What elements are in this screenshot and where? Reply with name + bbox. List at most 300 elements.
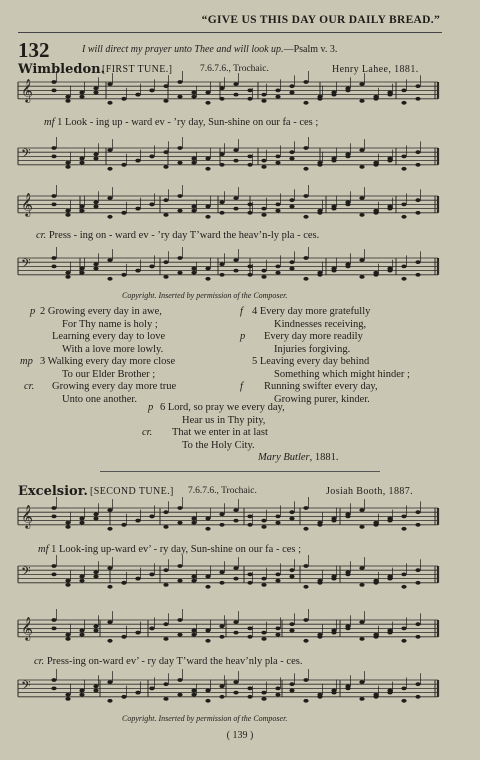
note-head (121, 695, 126, 699)
note-head (359, 148, 364, 152)
note-head (65, 637, 70, 641)
note-head (93, 629, 98, 633)
note-head (247, 627, 252, 631)
note-head (219, 262, 224, 266)
note-head (261, 525, 266, 529)
note-head (51, 155, 56, 159)
note-head (191, 91, 196, 95)
note-head (303, 256, 308, 260)
note-head (233, 508, 238, 512)
note-head (107, 620, 112, 624)
note-head (65, 583, 70, 587)
note-head (373, 521, 378, 525)
note-head (205, 215, 210, 219)
note-head (261, 697, 266, 701)
note-head (289, 205, 294, 209)
verse2-line1: 2 Growing every day in awe, (40, 306, 162, 317)
note-head (289, 689, 294, 693)
note-head (401, 639, 406, 643)
note-head (107, 699, 112, 703)
note-head (401, 627, 406, 631)
note-head (303, 678, 308, 682)
note-head (79, 95, 84, 99)
note-head (65, 525, 70, 529)
note-head (177, 161, 182, 165)
tune2-name: Excelsior. (18, 484, 88, 499)
note-head (65, 209, 70, 213)
note-head (401, 89, 406, 93)
note-head (79, 205, 84, 209)
note-head (79, 629, 84, 633)
note-head (191, 157, 196, 161)
note-head (345, 687, 350, 691)
note-head (359, 680, 364, 684)
note-head (317, 273, 322, 277)
note-head (275, 95, 280, 99)
note-head (415, 510, 420, 514)
note-head (289, 682, 294, 686)
note-head (177, 209, 182, 213)
note-head (289, 91, 294, 95)
verse3-line4: Unto one another. (62, 393, 137, 405)
verse4-line3: Every day more readily (264, 331, 363, 342)
note-head (373, 161, 378, 165)
note-head (149, 515, 154, 519)
note-head (317, 581, 322, 585)
note-head (415, 682, 420, 686)
note-head (79, 575, 84, 579)
note-head (79, 161, 84, 165)
note-head (205, 575, 210, 579)
note-head (359, 620, 364, 624)
note-head (331, 577, 336, 581)
note-head (233, 258, 238, 262)
note-head (261, 583, 266, 587)
note-head (93, 624, 98, 628)
note-head (233, 620, 238, 624)
note-head (191, 575, 196, 579)
note-head (331, 207, 336, 211)
note-head (205, 527, 210, 531)
note-head (79, 267, 84, 271)
verse6-line1: 6 Lord, so pray we every day, (160, 402, 285, 413)
note-head (387, 689, 392, 693)
note-head (289, 198, 294, 202)
note-head (163, 198, 168, 202)
note-head (373, 271, 378, 275)
note-head (79, 209, 84, 213)
note-head (93, 205, 98, 209)
verse3-line1: 3 Walking every day more close (40, 356, 176, 367)
note-head (205, 277, 210, 281)
note-head (205, 101, 210, 105)
note-head (303, 618, 308, 622)
note-head (303, 80, 308, 84)
note-head (135, 207, 140, 211)
note-head (233, 82, 238, 86)
note-head (177, 564, 182, 568)
note-head (373, 693, 378, 697)
note-head (163, 275, 168, 279)
note-head (415, 581, 420, 585)
bass-clef-icon: 𝄢 (21, 256, 31, 274)
note-head (163, 697, 168, 701)
note-head (205, 639, 210, 643)
dynamic-mark: mf (44, 117, 55, 128)
verse6-line4: To the Holy City. (182, 439, 255, 451)
note-head (289, 568, 294, 572)
note-head (247, 163, 252, 167)
note-head (149, 573, 154, 577)
note-head (387, 157, 392, 161)
note-head (177, 618, 182, 622)
note-head (359, 258, 364, 262)
note-head (289, 629, 294, 633)
note-head (149, 203, 154, 207)
note-head (261, 519, 266, 523)
note-head (107, 101, 112, 105)
tune1-composer: Henry Lahee, 1881. (332, 64, 419, 75)
note-head (93, 570, 98, 574)
verse2-line2: For Thy name is holy ; (62, 318, 158, 330)
note-head (261, 269, 266, 273)
tune1-label: [FIRST TUNE.] (102, 64, 173, 75)
verse5-line1: 5 Leaving every day behind (252, 356, 370, 367)
lyric-text: 1 Look - ing up - ward ev - ’ry day, Sun-shine on our fa - ces ; (57, 117, 319, 128)
note-head (289, 622, 294, 626)
note-head (261, 691, 266, 695)
note-head (219, 684, 224, 688)
note-head (93, 91, 98, 95)
note-head (135, 519, 140, 523)
note-head (219, 211, 224, 215)
note-head (177, 271, 182, 275)
note-head (163, 637, 168, 641)
note-head (79, 157, 84, 161)
note-head (65, 271, 70, 275)
tune1-meter: 7.6.7.6., Trochaic. (200, 64, 269, 74)
note-head (191, 95, 196, 99)
note-head (247, 581, 252, 585)
note-head (247, 515, 252, 519)
note-head (289, 510, 294, 514)
verse3-dynamic: mp (20, 356, 33, 367)
note-head (93, 262, 98, 266)
note-head (345, 203, 350, 207)
note-head (415, 635, 420, 639)
note-head (205, 157, 210, 161)
note-head (177, 633, 182, 637)
note-head (121, 273, 126, 277)
bass-clef-icon: 𝄢 (21, 678, 31, 696)
note-head (415, 198, 420, 202)
note-head (51, 89, 56, 93)
dynamic-mark: cr. (34, 656, 45, 667)
note-head (135, 93, 140, 97)
note-head (303, 101, 308, 105)
note-head (247, 573, 252, 577)
tune1-copyright: Copyright. Inserted by permission of the Composer. (122, 291, 288, 300)
note-head (289, 575, 294, 579)
note-head (247, 211, 252, 215)
note-head (233, 148, 238, 152)
note-head (233, 159, 238, 163)
note-head (191, 693, 196, 697)
note-head (401, 265, 406, 269)
page-number: ( 139 ) (226, 730, 254, 741)
note-head (289, 267, 294, 271)
tune2-composer: Josiah Booth, 1887. (326, 486, 414, 497)
note-head (79, 517, 84, 521)
note-head (205, 91, 210, 95)
note-head (261, 207, 266, 211)
tune2-meter: 7.6.7.6., Trochaic. (188, 486, 257, 496)
note-head (135, 691, 140, 695)
verse5-line3: Running swifter every day, (264, 381, 378, 392)
verse4-line1: 4 Every day more gratefully (252, 306, 371, 317)
note-head (233, 631, 238, 635)
verse5-line4: Growing purer, kinder. (274, 393, 370, 405)
note-head (177, 80, 182, 84)
note-head (219, 581, 224, 585)
note-head (373, 633, 378, 637)
note-head (275, 687, 280, 691)
note-head (317, 695, 322, 699)
verse6-line3: That we enter in at last (172, 427, 268, 438)
note-head (359, 508, 364, 512)
note-head (415, 150, 420, 154)
note-head (93, 152, 98, 156)
note-head (107, 508, 112, 512)
note-head (219, 570, 224, 574)
note-head (401, 699, 406, 703)
note-head (121, 523, 126, 527)
note-head (121, 211, 126, 215)
note-head (65, 633, 70, 637)
running-head: “GIVE US THIS DAY OUR DAILY BREAD.” (201, 14, 440, 26)
note-head (135, 577, 140, 581)
note-head (219, 200, 224, 204)
treble-clef-icon: 𝄞 (21, 192, 33, 216)
tune2-label: [SECOND TUNE.] (90, 486, 174, 497)
note-head (107, 277, 112, 281)
note-head (177, 521, 182, 525)
note-head (219, 523, 224, 527)
note-head (373, 95, 378, 99)
note-head (121, 635, 126, 639)
note-head (107, 566, 112, 570)
note-head (93, 689, 98, 693)
note-head (79, 693, 84, 697)
lyric-text: Press-ing on-ward ev’ - ry day T’ward the heav’nly pla - ces. (46, 656, 303, 667)
note-head (275, 579, 280, 583)
note-head (415, 260, 420, 264)
note-head (177, 506, 182, 510)
note-head (149, 89, 154, 93)
note-head (177, 256, 182, 260)
verse4-line4: Injuries forgiving. (274, 343, 351, 355)
note-head (191, 271, 196, 275)
note-head (261, 165, 266, 169)
note-head (205, 689, 210, 693)
note-head (93, 200, 98, 204)
note-head (359, 583, 364, 587)
note-head (303, 277, 308, 281)
note-head (261, 159, 266, 163)
note-head (331, 519, 336, 523)
note-head (331, 159, 336, 163)
note-head (65, 275, 70, 279)
note-head (65, 95, 70, 99)
note-head (79, 271, 84, 275)
note-head (177, 693, 182, 697)
note-head (261, 631, 266, 635)
note-head (275, 161, 280, 165)
verse6-dynamic: p (148, 402, 154, 413)
note-head (121, 581, 126, 585)
verse6-line2: Hear us in Thy pity, (182, 414, 266, 426)
note-head (415, 695, 420, 699)
note-head (387, 629, 392, 633)
note-head (247, 273, 252, 277)
note-head (345, 573, 350, 577)
note-head (107, 167, 112, 171)
note-head (107, 196, 112, 200)
note-head (163, 99, 168, 103)
note-head (163, 583, 168, 587)
note-head (191, 579, 196, 583)
note-head (415, 163, 420, 167)
note-head (401, 527, 406, 531)
note-head (359, 196, 364, 200)
note-head (163, 568, 168, 572)
epigraph-reference: —Psalm v. 3. (283, 44, 338, 55)
note-head (387, 205, 392, 209)
note-head (205, 699, 210, 703)
note-head (233, 196, 238, 200)
lyric-text: 1 Look-ing up-ward ev’ - ry day, Sun-shine on our fa - ces ; (51, 544, 302, 555)
note-head (275, 627, 280, 631)
note-head (149, 627, 154, 631)
note-head (303, 506, 308, 510)
note-head (401, 101, 406, 105)
note-head (275, 693, 280, 697)
verse3-dynamic2: cr. (24, 381, 35, 392)
tune1-name: Wimbledon. (18, 62, 106, 77)
note-head (163, 622, 168, 626)
note-head (191, 629, 196, 633)
note-head (177, 678, 182, 682)
note-head (219, 163, 224, 167)
note-head (163, 150, 168, 154)
note-head (345, 155, 350, 159)
treble-clef-icon: 𝄞 (21, 78, 33, 102)
note-head (317, 97, 322, 101)
note-head (219, 624, 224, 628)
note-head (387, 267, 392, 271)
epigraph-text: I will direct my prayer unto Thee and will look up. (82, 44, 284, 55)
note-head (289, 150, 294, 154)
note-head (233, 680, 238, 684)
verse5-line2: Something which might hinder ; (274, 368, 410, 380)
note-head (247, 687, 252, 691)
note-head (359, 697, 364, 701)
hymn-number: 132 (18, 38, 50, 62)
note-head (303, 585, 308, 589)
note-head (149, 687, 154, 691)
note-head (233, 207, 238, 211)
verse3-line2: To our Elder Brother ; (62, 368, 156, 380)
note-head (93, 157, 98, 161)
note-head (401, 515, 406, 519)
note-head (387, 517, 392, 521)
note-head (387, 575, 392, 579)
note-head (163, 84, 168, 88)
bass-clef-icon: 𝄢 (21, 564, 31, 582)
note-head (359, 637, 364, 641)
note-head (51, 194, 56, 198)
note-head (401, 573, 406, 577)
note-head (275, 265, 280, 269)
note-head (233, 577, 238, 581)
note-head (51, 256, 56, 260)
note-head (205, 205, 210, 209)
note-head (247, 265, 252, 269)
note-head (317, 635, 322, 639)
note-head (219, 635, 224, 639)
note-head (219, 152, 224, 156)
note-head (65, 213, 70, 217)
note-head (401, 277, 406, 281)
note-head (275, 203, 280, 207)
note-head (331, 93, 336, 97)
verse4-dynamic: f (240, 306, 243, 317)
note-head (205, 267, 210, 271)
note-head (219, 695, 224, 699)
note-head (359, 275, 364, 279)
note-head (247, 635, 252, 639)
note-head (359, 213, 364, 217)
note-head (51, 203, 56, 207)
note-head (93, 267, 98, 271)
note-head (275, 271, 280, 275)
note-head (79, 521, 84, 525)
note-head (93, 86, 98, 90)
note-head (275, 209, 280, 213)
note-head (149, 155, 154, 159)
verse2-dynamic: p (30, 306, 36, 317)
note-head (303, 527, 308, 531)
note-head (65, 161, 70, 165)
note-head (191, 521, 196, 525)
note-head (331, 691, 336, 695)
note-head (261, 577, 266, 581)
note-head (415, 622, 420, 626)
author-year: , 1881. (309, 452, 339, 463)
note-head (303, 639, 308, 643)
note-head (191, 267, 196, 271)
note-head (359, 566, 364, 570)
note-head (303, 215, 308, 219)
note-head (107, 639, 112, 643)
note-head (79, 91, 84, 95)
note-head (51, 515, 56, 519)
verse2-line4: With a love more lowly. (62, 343, 164, 355)
note-head (373, 209, 378, 213)
note-head (247, 89, 252, 93)
note-head (51, 687, 56, 691)
note-head (51, 80, 56, 84)
